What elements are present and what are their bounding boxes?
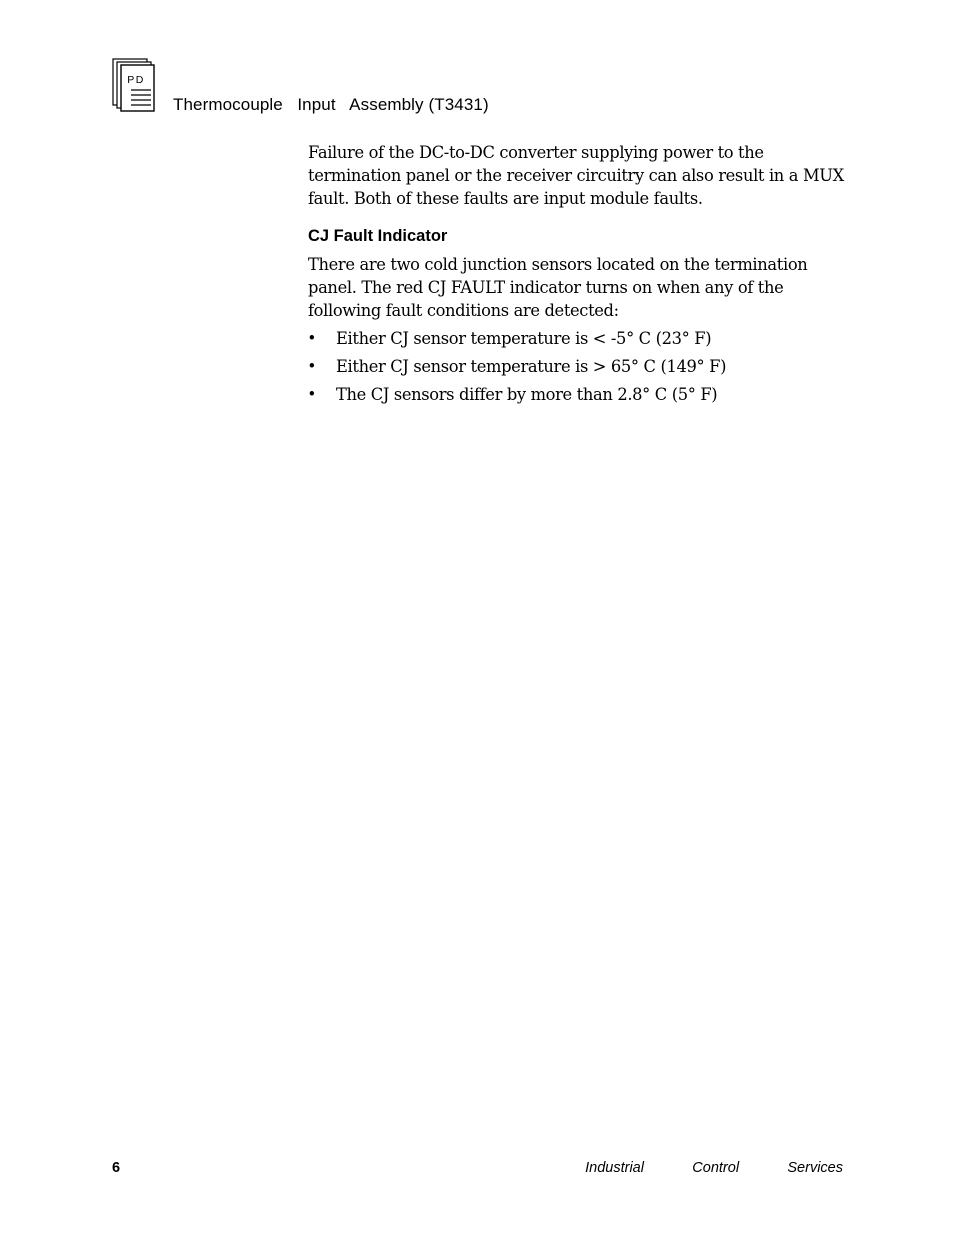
list-item — [308, 327, 848, 350]
list-item — [308, 383, 848, 406]
bullet-icon: • — [309, 329, 315, 347]
page-number: 6 — [112, 1160, 121, 1176]
bullet-icon: • — [309, 357, 315, 375]
fault-conditions-list — [308, 327, 848, 406]
list-item-text: Either CJ sensor temperature is < -5° C (23° F) — [336, 329, 712, 348]
paragraph-cj-sensors: There are two cold junction sensors located on the termination panel. The red CJ FAULT indicator turns on when any of the following fault conditions are detected: — [308, 255, 808, 320]
logo-text: PD — [127, 74, 145, 86]
page-content — [308, 141, 848, 411]
list-item — [308, 355, 848, 378]
list-item-text: Either CJ sensor temperature is > 65° C (149° F) — [336, 357, 727, 376]
page-header-title: Thermocouple Input Assembly (T3431) — [173, 95, 489, 114]
pd-document-logo-icon — [112, 58, 156, 112]
section-heading-cj-fault: CJ Fault Indicator — [308, 227, 448, 245]
footer-organization: Industrial Control Services — [585, 1160, 843, 1176]
bullet-icon: • — [309, 385, 315, 403]
paragraph-mux-fault: Failure of the DC-to-DC converter supplying power to the termination panel or the receiver circuitry can also result in a MUX fault. Both of these faults are input module faults. — [308, 143, 844, 208]
list-item-text: The CJ sensors differ by more than 2.8° C (5° F) — [336, 385, 718, 404]
